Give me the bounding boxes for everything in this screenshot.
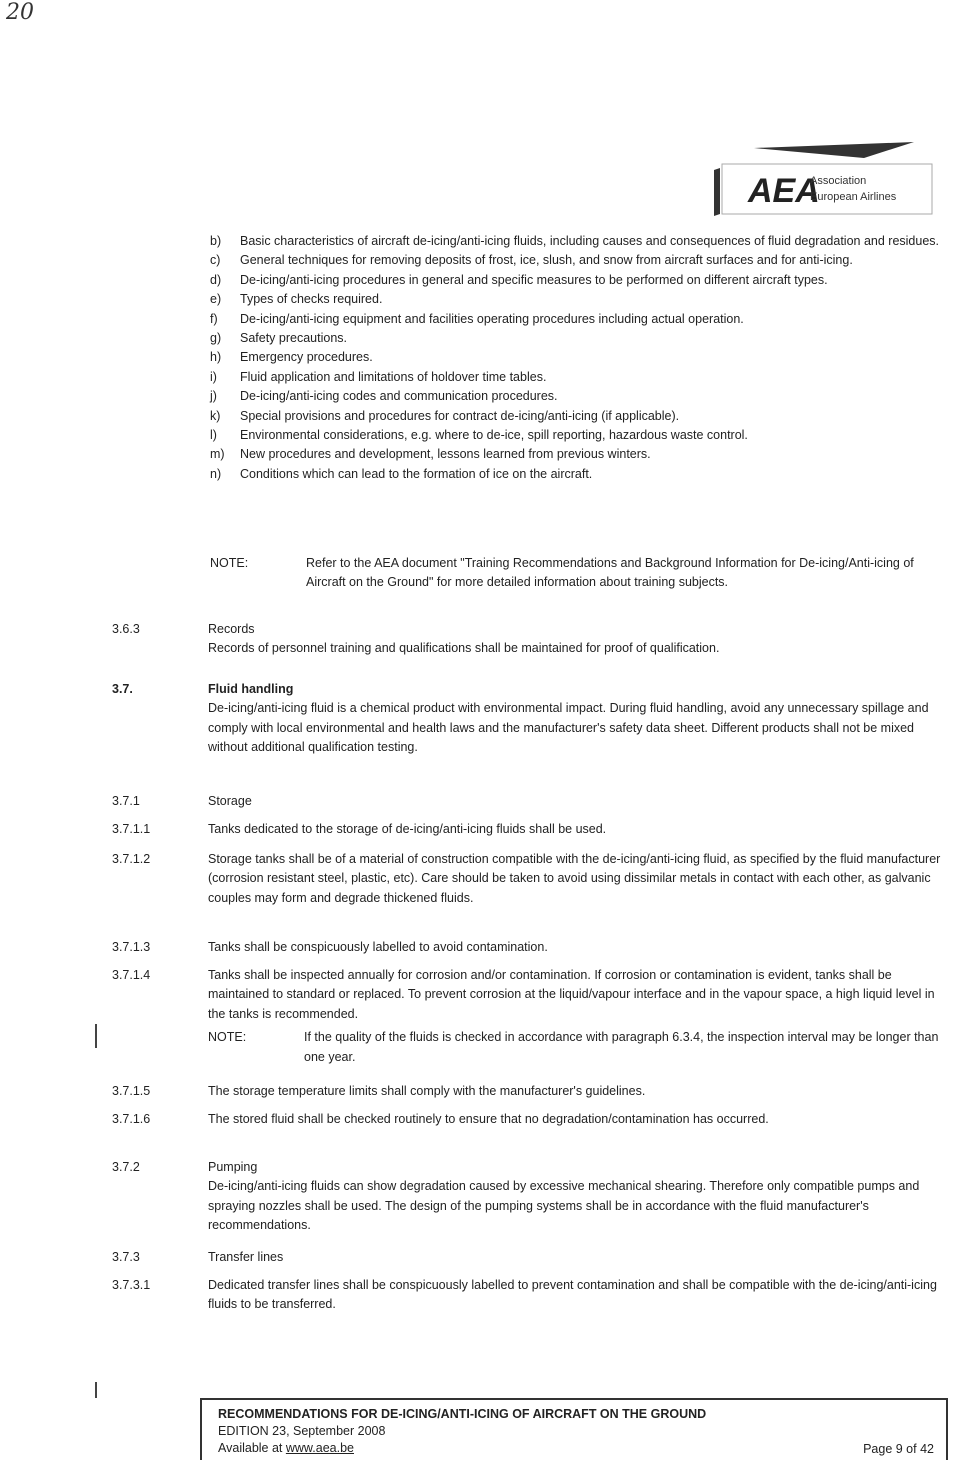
- section-3-6-3: [112, 620, 952, 659]
- list-item: [210, 465, 950, 484]
- section-body: Storage tanks shall be of a material of construction compatible with the de-icing/anti-icing fluid, as specified by the fluid manufacturer (corrosion resistant steel, plastic, etc). Care should be taken to avoid using dissimilar metals in contact with each other, as galvanic couples may form and degrade thickened fluids.: [208, 852, 941, 905]
- aea-logo-line2: European Airlines: [810, 191, 897, 203]
- list-item-text: De-icing/anti-icing equipment and facilities operating procedures including actual operation.: [240, 311, 744, 326]
- list-item-text: De-icing/anti-icing codes and communication procedures.: [240, 389, 558, 404]
- document-footer: [200, 1398, 948, 1460]
- note-label: NOTE:: [210, 556, 249, 570]
- section-number: 3.7.: [112, 682, 133, 696]
- list-item: [210, 348, 950, 367]
- section-body: The stored fluid shall be checked routinely to ensure that no degradation/contamination has occurred.: [208, 1112, 769, 1126]
- note-text: Refer to the AEA document "Training Recommendations and Background Information for De-icing/Anti-icing of Aircraft on the Ground" for more detailed information about training subjects.: [306, 556, 914, 590]
- list-item-marker: c): [210, 253, 221, 268]
- change-bar: [95, 1024, 97, 1048]
- section-title: Fluid handling: [208, 682, 294, 696]
- footer-title: RECOMMENDATIONS FOR DE-ICING/ANTI-ICING OF AIRCRAFT ON THE GROUND: [218, 1407, 707, 1421]
- section-3-7-1-3: [112, 938, 952, 957]
- note-training: [210, 554, 950, 593]
- list-item: [210, 251, 950, 270]
- list-item: [210, 310, 950, 329]
- section-body: Tanks shall be inspected annually for corrosion and/or contamination. If corrosion or contamination is evident, tanks shall be maintained to standard or replaced. To prevent corrosion at the liquid/vapour interface and in the vapour space, a high liquid level in the tanks is recommended.: [208, 968, 935, 1021]
- section-number: 3.7.1.2: [112, 852, 151, 866]
- section-number: 3.7.1.5: [112, 1084, 151, 1098]
- list-item-text: Safety precautions.: [240, 331, 348, 346]
- section-3-7-3-1: [112, 1276, 952, 1315]
- section-body: Dedicated transfer lines shall be conspicuously labelled to prevent contamination and shall be compatible with the de-icing/anti-icing fluids to be transferred.: [208, 1278, 937, 1312]
- section-number: 3.6.3: [112, 622, 140, 636]
- section-3-7-1-1: [112, 820, 952, 839]
- section-3-7-2: [112, 1158, 952, 1236]
- list-item-marker: m): [210, 447, 225, 462]
- section-3-7-1-6: [112, 1110, 952, 1129]
- section-3-7-3: [112, 1248, 952, 1267]
- list-item-marker: l): [210, 428, 217, 443]
- aea-logo: [714, 140, 936, 220]
- list-item-text: De-icing/anti-icing procedures in general and specific measures to be performed on different aircraft types.: [240, 272, 828, 287]
- section-number: 3.7.1: [112, 794, 140, 808]
- list-item-text: General techniques for removing deposits of frost, ice, slush, and snow from aircraft surfaces and for anti-icing.: [240, 253, 853, 268]
- section-title: Storage: [208, 794, 252, 808]
- section-number: 3.7.1.4: [112, 968, 151, 982]
- aea-logo-line1: Association: [810, 175, 867, 187]
- list-item: [210, 368, 950, 387]
- list-item: [210, 271, 950, 290]
- note-label: NOTE:: [208, 1030, 247, 1045]
- section-title: Transfer lines: [208, 1250, 284, 1264]
- list-item-marker: k): [210, 408, 221, 423]
- section-number: 3.7.3: [112, 1250, 140, 1264]
- list-item-text: New procedures and development, lessons learned from previous winters.: [240, 447, 651, 462]
- list-item-marker: n): [210, 466, 222, 481]
- list-item: [210, 407, 950, 426]
- section-title: Records: [208, 622, 255, 636]
- list-item-marker: h): [210, 350, 222, 365]
- change-bar: [95, 1382, 97, 1398]
- section-body: De-icing/anti-icing fluid is a chemical product with environmental impact. During fluid handling, avoid any unnecessary spillage and comply with local environmental and health laws and the manufacturer's safety data sheet. Different products shall not be mixed without additional qualification testing.: [208, 701, 929, 755]
- section-number: 3.7.2: [112, 1160, 140, 1174]
- list-item-marker: f): [210, 311, 218, 326]
- section-3-7-1-2: [112, 850, 952, 908]
- section-body: Tanks shall be conspicuously labelled to avoid contamination.: [208, 940, 548, 954]
- footer-page-indicator: Page 9 of 42: [863, 1442, 934, 1456]
- list-item-text: Conditions which can lead to the formation of ice on the aircraft.: [240, 466, 593, 481]
- list-item-marker: d): [210, 272, 222, 287]
- list-item: [210, 387, 950, 406]
- list-item-marker: b): [210, 234, 222, 248]
- section-3-7-1-4: [112, 966, 952, 1067]
- section-body: The storage temperature limits shall comply with the manufacturer's guidelines.: [208, 1084, 646, 1098]
- aea-logo-mark: AEA: [748, 172, 820, 210]
- footer-available-prefix: Available at: [218, 1441, 286, 1455]
- section-number: 3.7.1.6: [112, 1112, 151, 1126]
- section-number: 3.7.1.3: [112, 940, 151, 954]
- list-item-marker: i): [210, 369, 217, 384]
- training-subjects-list: [210, 232, 950, 484]
- list-item: [210, 445, 950, 464]
- list-item-text: Basic characteristics of aircraft de-icing/anti-icing fluids, including causes and consequences of fluid degradation and residues.: [240, 234, 939, 248]
- section-number: 3.7.1.1: [112, 822, 151, 836]
- list-item: [210, 290, 950, 309]
- section-body: Tanks dedicated to the storage of de-icing/anti-icing fluids shall be used.: [208, 822, 607, 836]
- list-item: [210, 329, 950, 348]
- page-number: 20: [6, 0, 34, 25]
- list-item-text: Fluid application and limitations of holdover time tables.: [240, 369, 547, 384]
- list-item-text: Types of checks required.: [240, 292, 383, 307]
- list-item-marker: e): [210, 292, 222, 307]
- note-inspection: [208, 1028, 952, 1067]
- list-item-text: Special provisions and procedures for contract de-icing/anti-icing (if applicable).: [240, 408, 680, 423]
- section-3-7: [112, 680, 952, 758]
- footer-edition: EDITION 23, September 2008: [218, 1424, 386, 1438]
- section-3-7-1-5: [112, 1082, 952, 1101]
- note-text: If the quality of the fluids is checked in accordance with paragraph 6.3.4, the inspection interval may be longer than one year.: [304, 1030, 939, 1064]
- list-item-marker: j): [210, 389, 217, 404]
- section-title: Pumping: [208, 1160, 258, 1174]
- list-item-marker: g): [210, 331, 222, 346]
- list-item-text: Emergency procedures.: [240, 350, 373, 365]
- section-body: De-icing/anti-icing fluids can show degradation caused by excessive mechanical shearing. Therefore only compatible pumps and spraying nozzles shall be used. The design of the pumping systems shall be in accordance with the fluid manufacturer's recommendations.: [208, 1179, 920, 1233]
- section-body: Records of personnel training and qualifications shall be maintained for proof of qualification.: [208, 641, 720, 656]
- list-item: [210, 232, 950, 251]
- section-number: 3.7.3.1: [112, 1278, 151, 1292]
- footer-link[interactable]: www.aea.be: [285, 1441, 354, 1455]
- list-item-text: Environmental considerations, e.g. where to de-ice, spill reporting, hazardous waste control.: [240, 428, 748, 443]
- list-item: [210, 426, 950, 445]
- section-3-7-1: [112, 792, 952, 811]
